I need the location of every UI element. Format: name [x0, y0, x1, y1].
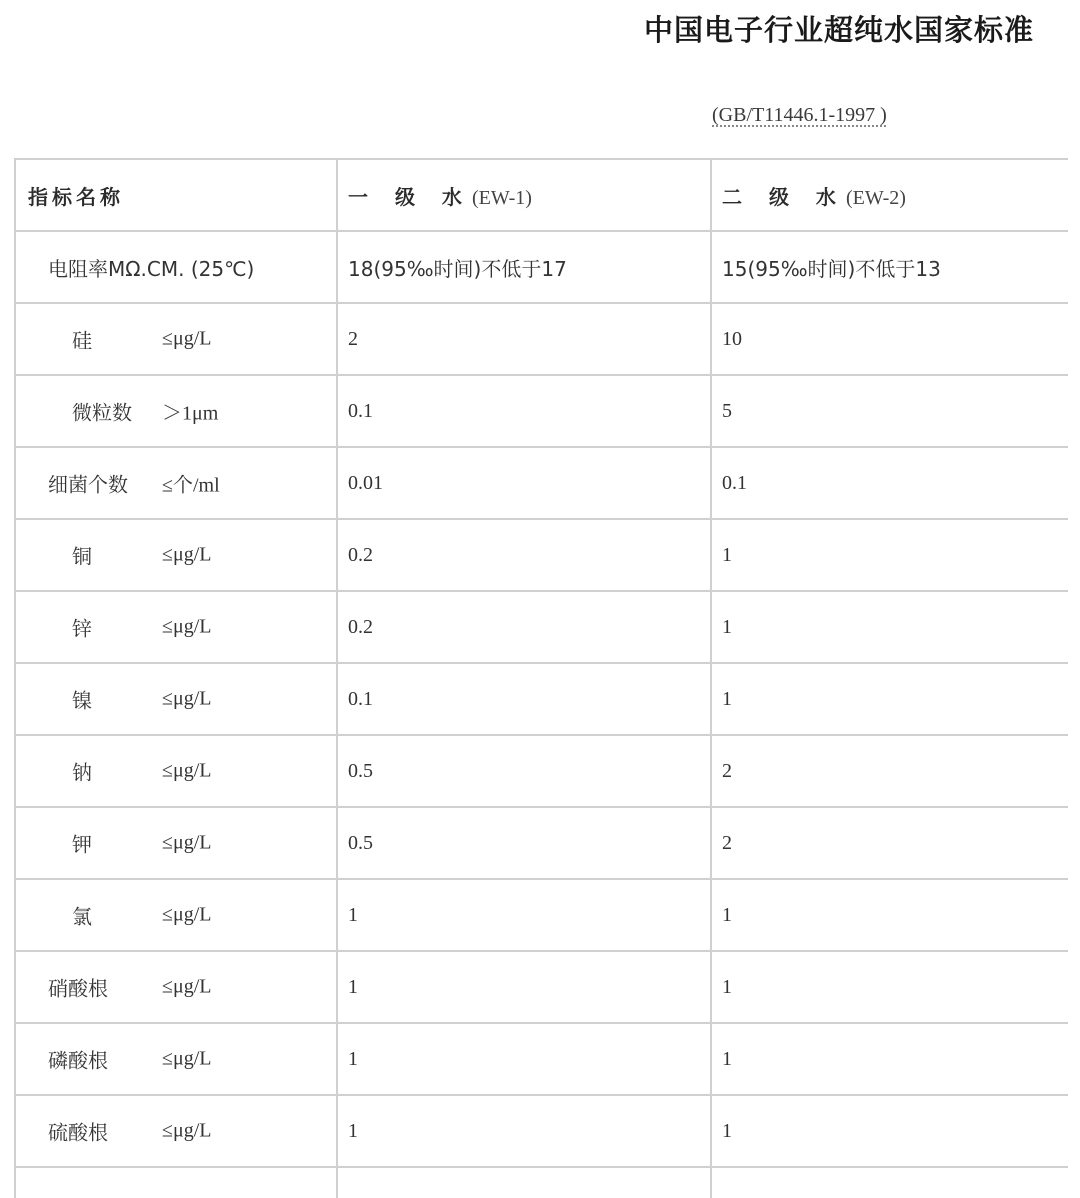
indicator-unit: ≤μg/L — [162, 903, 212, 926]
ew2-value: 2 — [711, 807, 1068, 879]
indicator-name: 氯 — [72, 904, 92, 929]
ew2-value: 1 — [711, 1023, 1068, 1095]
indicator-cell — [15, 591, 337, 663]
document-title: 中国电子行业超纯水国家标准 — [643, 13, 1034, 47]
indicator-unit: ≤μg/L — [162, 831, 212, 854]
resistivity-ew1 — [337, 231, 711, 303]
indicator-unit: ≤μg/L — [162, 759, 212, 782]
ew1-value: 0.01 — [337, 447, 711, 519]
ew2-value: 0.1 — [711, 447, 1068, 519]
indicator-unit: ≤μg/L — [162, 327, 212, 350]
indicator-name: 钾 — [72, 832, 92, 857]
ew1-value: 0.2 — [337, 591, 711, 663]
ew2-value: 1 — [711, 519, 1068, 591]
ew1-value: 0.5 — [337, 735, 711, 807]
resistivity-ew2-value: 15(95‰时间)不低于13 — [722, 256, 941, 281]
indicator-unit: ≤μg/L — [162, 1119, 212, 1142]
resistivity-ew1-value: 18(95‰时间)不低于17 — [348, 256, 567, 281]
indicator-cell — [15, 879, 337, 951]
table-row — [15, 879, 1068, 951]
indicator-name: 锌 — [72, 616, 92, 641]
header-indicator-name — [15, 159, 337, 231]
table-header-row — [15, 159, 1068, 231]
standard-table — [14, 158, 1068, 1198]
indicator-cell — [15, 663, 337, 735]
indicator-cell — [15, 951, 337, 1023]
ew2-value: 10 — [711, 303, 1068, 375]
indicator-unit: ＞1μm — [162, 402, 219, 425]
indicator-cell — [15, 303, 337, 375]
ew2-value: 1 — [711, 591, 1068, 663]
table-row — [15, 447, 1068, 519]
header-indicator-name-label: 指标名称 — [28, 184, 124, 209]
empty-cell — [711, 1167, 1068, 1198]
indicator-unit: ≤μg/L — [162, 975, 212, 998]
indicator-name: 硝酸根 — [48, 976, 108, 1001]
ew1-value: 1 — [337, 1023, 711, 1095]
table-row — [15, 1023, 1068, 1095]
indicator-unit: ≤μg/L — [162, 1047, 212, 1070]
ew1-value: 0.2 — [337, 519, 711, 591]
ew2-value: 1 — [711, 663, 1068, 735]
indicator-name: 硫酸根 — [48, 1120, 108, 1145]
standard-table-container — [14, 158, 1068, 1198]
resistivity-label: 电阻率MΩ.CM. (25℃) — [15, 231, 337, 303]
header-ew2-code: (EW-2) — [845, 186, 906, 209]
indicator-cell — [15, 447, 337, 519]
ew1-value: 1 — [337, 951, 711, 1023]
ew2-value: 2 — [711, 735, 1068, 807]
table-row — [15, 663, 1068, 735]
table-row — [15, 303, 1068, 375]
indicator-cell — [15, 735, 337, 807]
table-row — [15, 375, 1068, 447]
table-row — [15, 519, 1068, 591]
indicator-cell — [15, 1095, 337, 1167]
indicator-cell — [15, 807, 337, 879]
table-row — [15, 807, 1068, 879]
header-ew2 — [711, 159, 1068, 231]
table-row — [15, 735, 1068, 807]
ew2-value: 1 — [711, 951, 1068, 1023]
indicator-name: 微粒数 — [72, 400, 132, 425]
header-ew1-code: (EW-1) — [471, 186, 532, 209]
indicator-cell — [15, 1023, 337, 1095]
indicator-cell — [15, 519, 337, 591]
indicator-cell — [15, 375, 337, 447]
header-ew2-grade: 二 级 水 — [722, 184, 846, 209]
ew1-value: 0.1 — [337, 375, 711, 447]
ew1-value: 1 — [337, 1095, 711, 1167]
indicator-name: 钠 — [72, 760, 92, 785]
table-row — [15, 951, 1068, 1023]
indicator-name: 铜 — [72, 544, 92, 569]
ew2-value: 1 — [711, 1095, 1068, 1167]
header-ew1 — [337, 159, 711, 231]
table-row-resistivity — [15, 231, 1068, 303]
empty-cell — [15, 1167, 337, 1198]
ew1-value: 0.1 — [337, 663, 711, 735]
indicator-name: 硅 — [72, 328, 92, 353]
indicator-name: 细菌个数 — [48, 472, 128, 497]
indicator-unit: ≤μg/L — [162, 687, 212, 710]
indicator-unit: ≤μg/L — [162, 615, 212, 638]
standard-code: (GB/T11446.1-1997 ) — [712, 104, 887, 126]
indicator-name: 磷酸根 — [48, 1048, 108, 1073]
ew1-value: 0.5 — [337, 807, 711, 879]
table-row-cut-off — [15, 1167, 1068, 1198]
ew2-value: 5 — [711, 375, 1068, 447]
ew1-value: 2 — [337, 303, 711, 375]
table-row — [15, 591, 1068, 663]
table-row — [15, 1095, 1068, 1167]
ew1-value: 1 — [337, 879, 711, 951]
indicator-unit: ≤μg/L — [162, 543, 212, 566]
header-ew1-grade: 一 级 水 — [348, 184, 472, 209]
ew2-value: 1 — [711, 879, 1068, 951]
indicator-unit: ≤个/ml — [162, 474, 220, 497]
resistivity-ew2 — [711, 231, 1068, 303]
empty-cell — [337, 1167, 711, 1198]
indicator-name: 镍 — [72, 688, 92, 713]
